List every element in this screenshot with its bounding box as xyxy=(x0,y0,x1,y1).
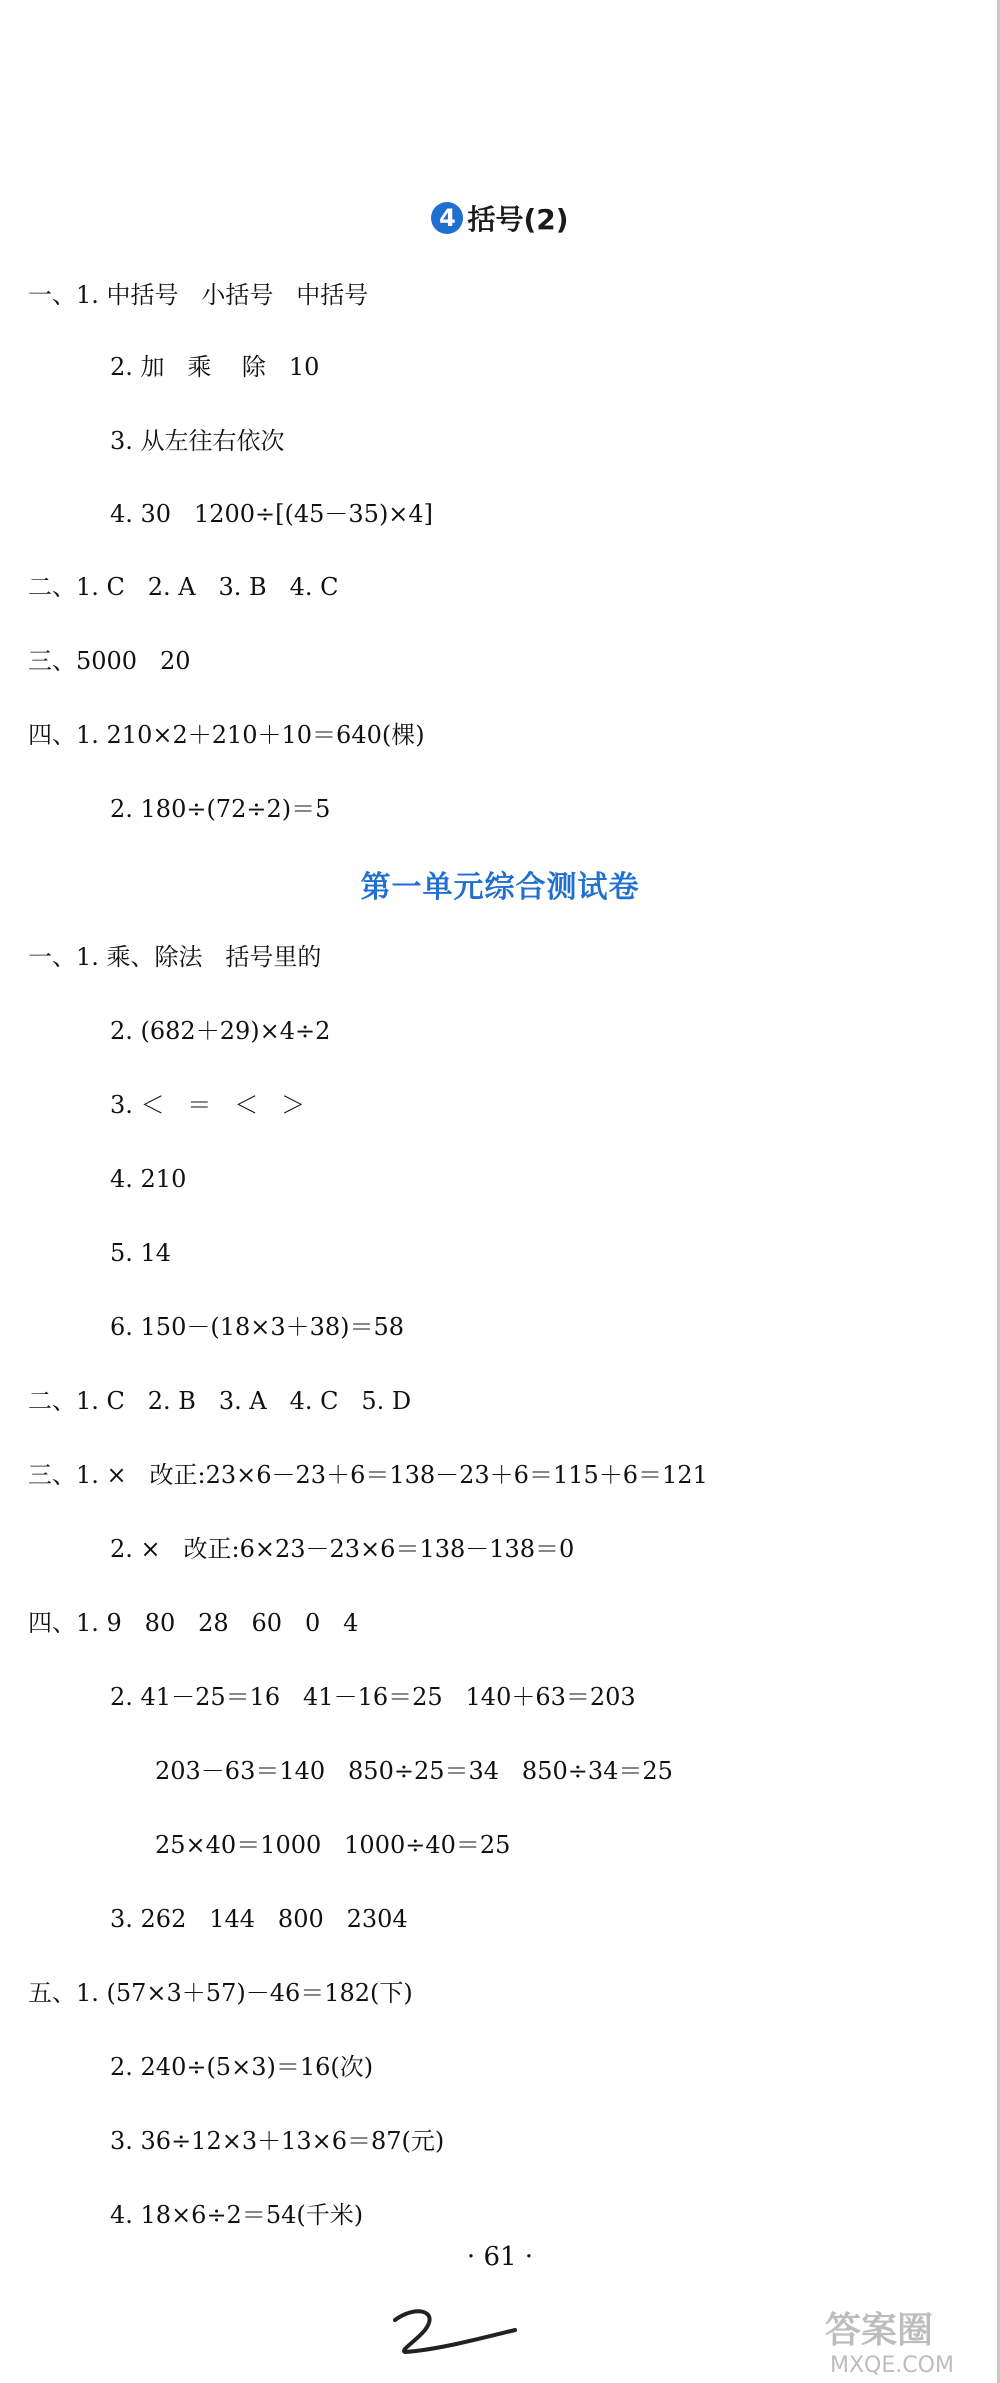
answer-line: 4. 18×6÷2＝54(千米) xyxy=(110,2201,364,2229)
answer-line: 一、1. 中括号 小括号 中括号 xyxy=(28,281,369,309)
answer-line: 一、1. 乘、除法 括号里的 xyxy=(28,943,322,971)
number-badge-icon: 4 xyxy=(431,202,463,234)
answer-line: 3. 从左往右依次 xyxy=(110,427,285,455)
answer-line: 25×40＝1000 1000÷40＝25 xyxy=(155,1831,511,1859)
answer-line: 三、5000 20 xyxy=(28,647,191,675)
answer-line: 四、1. 9 80 28 60 0 4 xyxy=(28,1609,359,1637)
answer-line: 三、1. × 改正:23×6－23＋6＝138－23＋6＝115＋6＝121 xyxy=(28,1461,708,1489)
answer-line: 2. × 改正:6×23－23×6＝138－138＝0 xyxy=(110,1535,575,1563)
answer-line: 2. 加 乘 除 10 xyxy=(110,353,320,381)
answer-line: 4. 210 xyxy=(110,1165,187,1193)
answer-line: 二、1. C 2. B 3. A 4. C 5. D xyxy=(28,1387,412,1415)
answer-line: 2. 41－25＝16 41－16＝25 140＋63＝203 xyxy=(110,1683,636,1711)
answer-line: 五、1. (57×3＋57)－46＝182(下) xyxy=(28,1979,413,2007)
answer-line: 203－63＝140 850÷25＝34 850÷34＝25 xyxy=(155,1757,673,1785)
section-heading-brackets xyxy=(0,198,1000,238)
answer-line: 3. 36÷12×3＋13×6＝87(元) xyxy=(110,2127,445,2155)
page-number: · 61 · xyxy=(466,2242,534,2272)
answer-line: 四、1. 210×2＋210＋10＝640(棵) xyxy=(28,721,425,749)
answer-line: 2. 180÷(72÷2)＝5 xyxy=(110,795,331,823)
answer-line: 二、1. C 2. A 3. B 4. C xyxy=(28,573,339,601)
answer-line: 6. 150－(18×3＋38)＝58 xyxy=(110,1313,405,1341)
answer-line: 3. 262 144 800 2304 xyxy=(110,1905,408,1933)
answer-line: 5. 14 xyxy=(110,1239,172,1267)
unit-test-title: 第一单元综合测试卷 xyxy=(360,870,640,905)
svg-text:答案圈: 答案圈 xyxy=(825,2310,934,2351)
watermark-logo xyxy=(820,2300,995,2380)
answer-line: 3. ＜ ＝ ＜ ＞ xyxy=(110,1091,306,1119)
answer-line: 4. 30 1200÷[(45－35)×4] xyxy=(110,500,434,528)
answer-line: 2. (682＋29)×4÷2 xyxy=(110,1017,331,1045)
section-title: 括号(2) xyxy=(467,203,569,236)
answer-line: 2. 240÷(5×3)＝16(次) xyxy=(110,2053,374,2081)
handwritten-scribble xyxy=(385,2300,525,2360)
svg-text:MXQE.COM: MXQE.COM xyxy=(830,2353,954,2378)
